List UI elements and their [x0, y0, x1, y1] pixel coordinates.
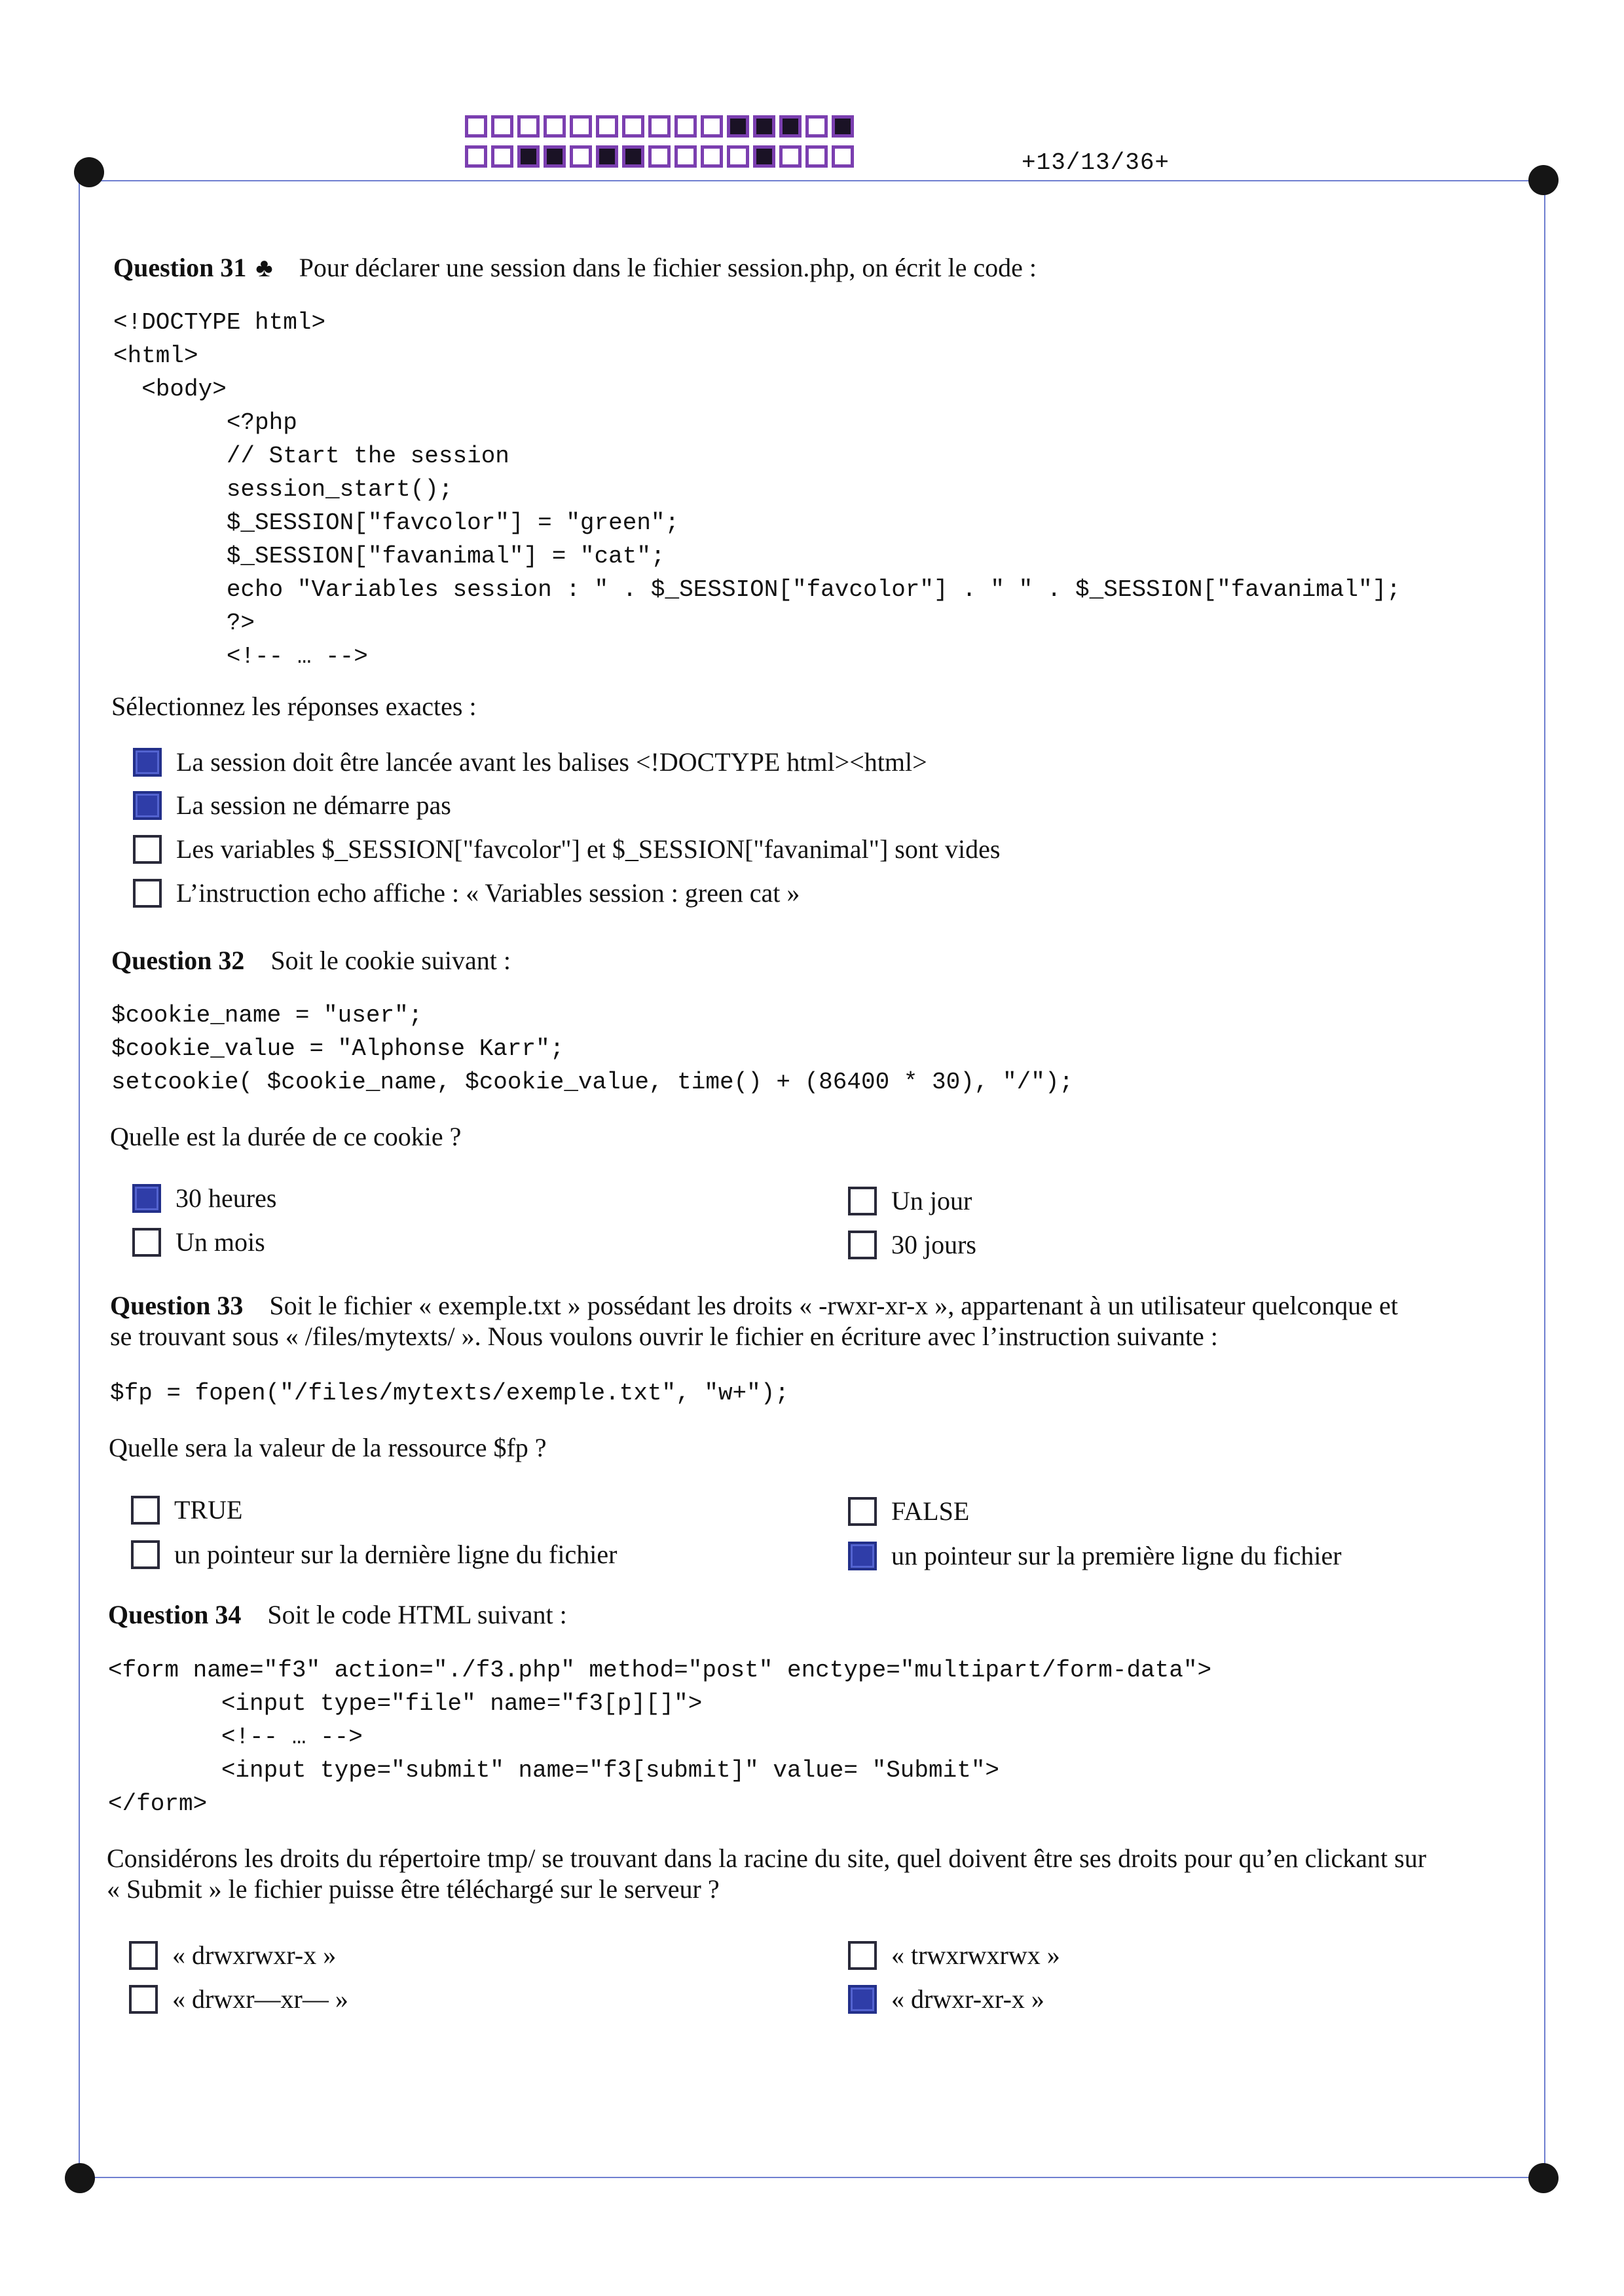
q34-question-line-2: « Submit » le fichier puisse être téléchargé sur le serveur ?	[107, 1874, 720, 1904]
checkbox[interactable]	[848, 1497, 877, 1526]
q33-prompt-line-2: se trouvant sous « /files/mytexts/ ». Nous voulons ouvrir le fichier en écriture avec l’instruction suivante :	[110, 1322, 1218, 1351]
q34-title	[108, 1599, 567, 1630]
option-label: « drwxr—xr— »	[172, 1984, 348, 2014]
q31-instruction: Sélectionnez les réponses exactes :	[111, 692, 477, 721]
q34-option-2[interactable]	[129, 1984, 348, 2014]
barcode-cell	[753, 145, 775, 168]
q31-title	[113, 252, 1037, 283]
checkbox[interactable]	[848, 1941, 877, 1970]
q33-option-3[interactable]	[848, 1496, 969, 1527]
q33-option-4[interactable]	[848, 1540, 1342, 1571]
q33-prompt-line-1: Soit le fichier « exemple.txt » possédant les droits « -rwxr-xr-x », appartenant à un utilisateur quelconque et	[269, 1291, 1398, 1320]
option-label: « drwxrwxr-x »	[172, 1940, 337, 1970]
q32-option-3[interactable]	[848, 1185, 972, 1216]
frame-left-line	[79, 180, 80, 2177]
q31-option-1[interactable]	[133, 747, 927, 777]
barcode-cell	[570, 145, 592, 168]
corner-marker-top-left	[74, 157, 104, 187]
q34-question-line-1: Considérons les droits du répertoire tmp/ se trouvant dans la racine du site, quel doivent être ses droits pour qu’en clickant sur	[107, 1843, 1427, 1873]
barcode-cell	[517, 115, 540, 138]
barcode-cell	[517, 145, 540, 168]
barcode-cell	[544, 115, 566, 138]
checkbox[interactable]	[129, 1985, 158, 2014]
option-label: « drwxr-xr-x »	[891, 1984, 1044, 2014]
checkbox[interactable]	[848, 1187, 877, 1215]
q33-option-2[interactable]	[131, 1539, 617, 1570]
barcode-cell	[622, 115, 644, 138]
q33-title	[110, 1290, 1398, 1321]
barcode-cell	[491, 145, 513, 168]
barcode-cell	[544, 145, 566, 168]
q33-code: $fp = fopen("/files/mytexts/exemple.txt", "w+");	[110, 1380, 789, 1407]
checkbox[interactable]	[133, 835, 162, 864]
checkbox[interactable]	[131, 1496, 160, 1525]
barcode-cell	[465, 145, 487, 168]
q34-prompt: Soit le code HTML suivant :	[267, 1600, 567, 1629]
q34-option-4[interactable]	[848, 1984, 1044, 2014]
option-label: Un mois	[175, 1227, 265, 1257]
barcode-cell	[727, 115, 749, 138]
option-label: « trwxrwxrwx »	[891, 1940, 1060, 1970]
corner-marker-bottom-right	[1528, 2163, 1559, 2193]
barcode-cell	[465, 115, 487, 138]
option-label: 30 jours	[891, 1230, 976, 1259]
barcode-cell	[596, 145, 618, 168]
q32-option-2[interactable]	[132, 1227, 265, 1257]
option-label: TRUE	[174, 1495, 243, 1525]
q32-option-1[interactable]	[132, 1183, 276, 1213]
checkbox[interactable]	[133, 748, 162, 777]
barcode-cell	[491, 115, 513, 138]
checkbox[interactable]	[132, 1228, 161, 1257]
checkbox[interactable]	[132, 1184, 161, 1213]
q31-number: Question 31	[113, 253, 247, 282]
q34-option-3[interactable]	[848, 1940, 1060, 1971]
q34-option-1[interactable]	[129, 1940, 336, 1971]
barcode-row-1	[465, 115, 858, 138]
q34-number: Question 34	[108, 1600, 242, 1629]
barcode-cell	[701, 145, 723, 168]
barcode-cell	[648, 115, 671, 138]
q32-code: $cookie_name = "user"; $cookie_value = "Alphonse Karr"; setcookie( $cookie_name, $cookie_value, time() + (86400 * 30), "/");	[111, 1002, 1074, 1096]
barcode-cell	[753, 115, 775, 138]
barcode-cell	[701, 115, 723, 138]
checkbox[interactable]	[848, 1985, 877, 2014]
option-label: 30 heures	[175, 1183, 277, 1213]
q31-option-4[interactable]	[133, 878, 800, 908]
barcode-cell	[622, 145, 644, 168]
barcode-cell	[648, 145, 671, 168]
option-label: La session ne démarre pas	[176, 790, 451, 820]
barcode-row-2	[465, 145, 858, 168]
option-label: un pointeur sur la première ligne du fichier	[891, 1541, 1342, 1570]
barcode-cell	[779, 115, 802, 138]
club-icon: ♣	[255, 253, 273, 282]
barcode-cell	[596, 115, 618, 138]
corner-marker-top-right	[1528, 165, 1559, 195]
frame-top-line	[90, 180, 1544, 181]
page-code: +13/13/36+	[1022, 149, 1170, 176]
checkbox[interactable]	[133, 879, 162, 908]
q31-option-2[interactable]	[133, 790, 451, 821]
q32-title	[111, 945, 511, 976]
option-label: Un jour	[891, 1186, 972, 1215]
barcode-cell	[805, 145, 828, 168]
barcode-cell	[674, 115, 697, 138]
option-label: un pointeur sur la dernière ligne du fichier	[174, 1540, 618, 1569]
checkbox[interactable]	[129, 1941, 158, 1970]
barcode-cell	[674, 145, 697, 168]
barcode-cell	[570, 115, 592, 138]
q32-prompt: Soit le cookie suivant :	[270, 946, 511, 975]
q31-prompt: Pour déclarer une session dans le fichier session.php, on écrit le code :	[299, 253, 1037, 282]
checkbox[interactable]	[848, 1231, 877, 1259]
option-label: La session doit être lancée avant les balises <!DOCTYPE html><html>	[176, 747, 927, 777]
q32-question: Quelle est la durée de ce cookie ?	[110, 1122, 462, 1151]
checkbox[interactable]	[133, 791, 162, 820]
barcode-cell	[727, 145, 749, 168]
q34-code: <form name="f3" action="./f3.php" method="post" enctype="multipart/form-data"> <input type="file" name="f3[p][]"> <!-- … --> <input type="submit" name="f3[submit]" value= "Submit"> </form>	[108, 1657, 1212, 1817]
checkbox[interactable]	[131, 1540, 160, 1569]
q31-option-3[interactable]	[133, 834, 1000, 864]
checkbox[interactable]	[848, 1542, 877, 1570]
option-label: FALSE	[891, 1496, 970, 1526]
q33-number: Question 33	[110, 1291, 244, 1320]
frame-right-line	[1544, 180, 1545, 2177]
barcode-cell	[832, 115, 854, 138]
barcode-cell	[779, 145, 802, 168]
frame-bottom-line	[79, 2177, 1545, 2178]
barcode-cell	[805, 115, 828, 138]
option-label: Les variables $_SESSION["favcolor"] et $_SESSION["favanimal"] sont vides	[176, 834, 1001, 864]
q33-option-1[interactable]	[131, 1494, 242, 1525]
corner-marker-bottom-left	[65, 2163, 95, 2193]
q32-option-4[interactable]	[848, 1229, 976, 1260]
q33-question: Quelle sera la valeur de la ressource $fp ?	[109, 1433, 547, 1462]
option-label: L’instruction echo affiche : « Variables session : green cat »	[176, 878, 800, 908]
q32-number: Question 32	[111, 946, 245, 975]
q31-code: <!DOCTYPE html> <html> <body> <?php // Start the session session_start(); $_SESSION["favcolor"] = "green"; $_SESSION["favanimal"] = "cat"; echo "Variables session : " . $_SESSION["favcolor"] . " " . $_SESSION["favanimal"]; ?> <!-- … -->	[113, 309, 1401, 670]
barcode-cell	[832, 145, 854, 168]
